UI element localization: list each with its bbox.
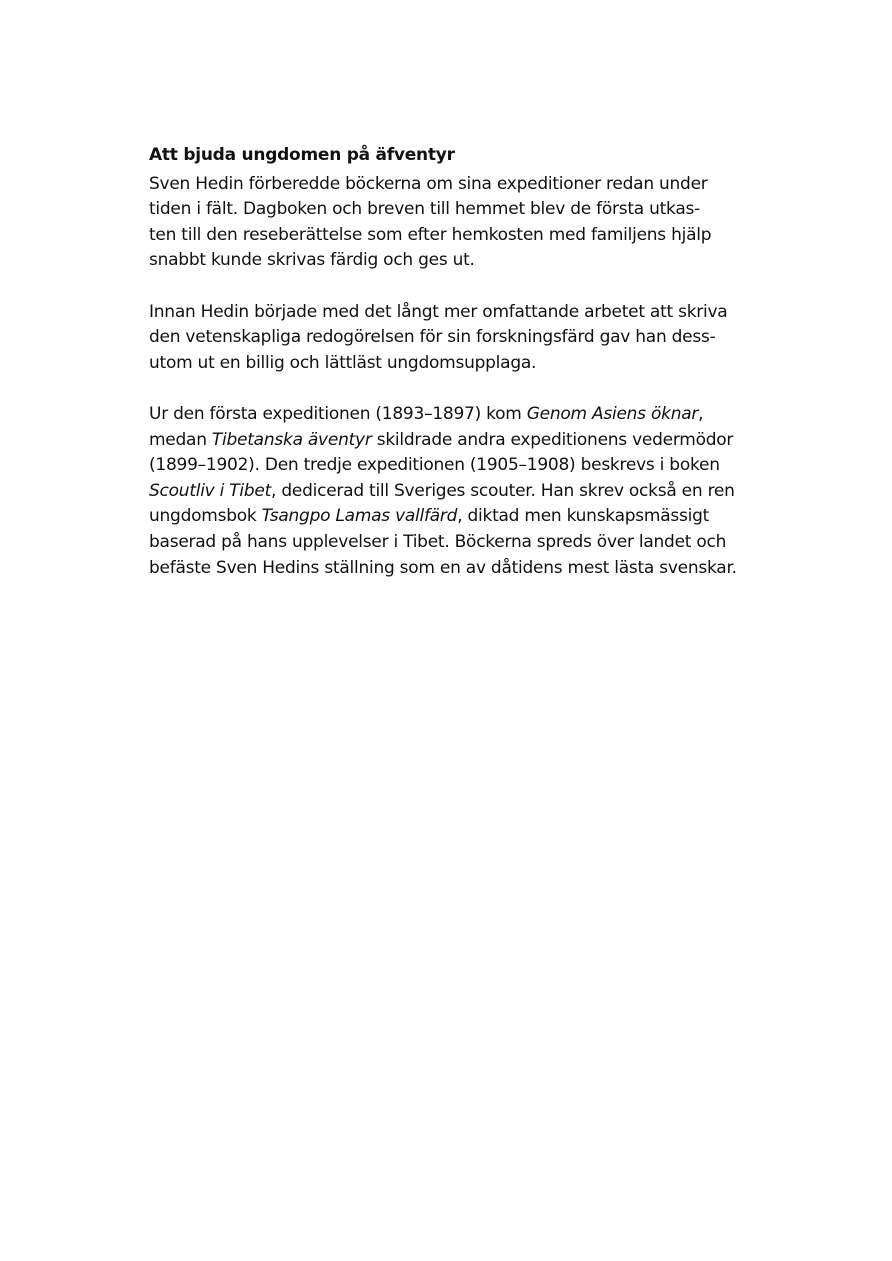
text-line: tiden i fält. Dagboken och breven till hemmet blev de första utkas-	[149, 199, 700, 220]
book-title: Tsangpo Lamas vallfärd	[261, 506, 458, 527]
paragraph-books	[149, 402, 749, 581]
text-line: Innan Hedin började med det långt mer omfattande arbetet att skriva	[149, 301, 728, 322]
section-heading: Att bjuda ungdomen på äfventyr	[149, 145, 455, 165]
text-line: befäste Sven Hedins ställning som en av dåtidens mest lästa svenskar.	[149, 557, 737, 578]
text-line	[149, 479, 749, 505]
book-title: Genom Asiens öknar	[526, 403, 699, 424]
text-run: , diktad men kunskapsmässigt	[457, 506, 710, 527]
text-run: Ur den första expeditionen (1893–1897) kom	[149, 403, 527, 424]
text-line: (1899–1902). Den tredje expeditionen (1905–1908) beskrevs i boken	[149, 455, 720, 476]
text-run: ungdomsbok	[149, 506, 262, 527]
book-title: Scoutliv i Tibet	[149, 480, 272, 501]
text-line: ten till den reseberättelse som efter hemkosten med familjens hjälp	[149, 224, 712, 245]
text-line: den vetenskapliga redogörelsen för sin forskningsfärd gav han dess-	[149, 327, 716, 348]
paragraph-youth-edition	[149, 300, 749, 377]
paragraph-intro	[149, 172, 749, 274]
text-run: medan	[149, 429, 212, 450]
text-line	[149, 428, 749, 454]
text-line: snabbt kunde skrivas färdig och ges ut.	[149, 250, 475, 271]
text-line	[149, 402, 749, 428]
text-line: Sven Hedin förberedde böckerna om sina expeditioner redan under	[149, 173, 708, 194]
text-run: skildrade andra expeditionens vedermödor	[371, 429, 734, 450]
book-title: Tibetanska äventyr	[211, 429, 372, 450]
text-line: utom ut en billig och lättläst ungdomsupplaga.	[149, 352, 537, 373]
text-line	[149, 504, 749, 530]
text-run: , dedicerad till Sveriges scouter. Han skrev också en ren	[271, 480, 735, 501]
document-body	[149, 143, 749, 607]
text-line: baserad på hans upplevelser i Tibet. Böckerna spreds över landet och	[149, 531, 727, 552]
text-run: ,	[698, 403, 704, 424]
